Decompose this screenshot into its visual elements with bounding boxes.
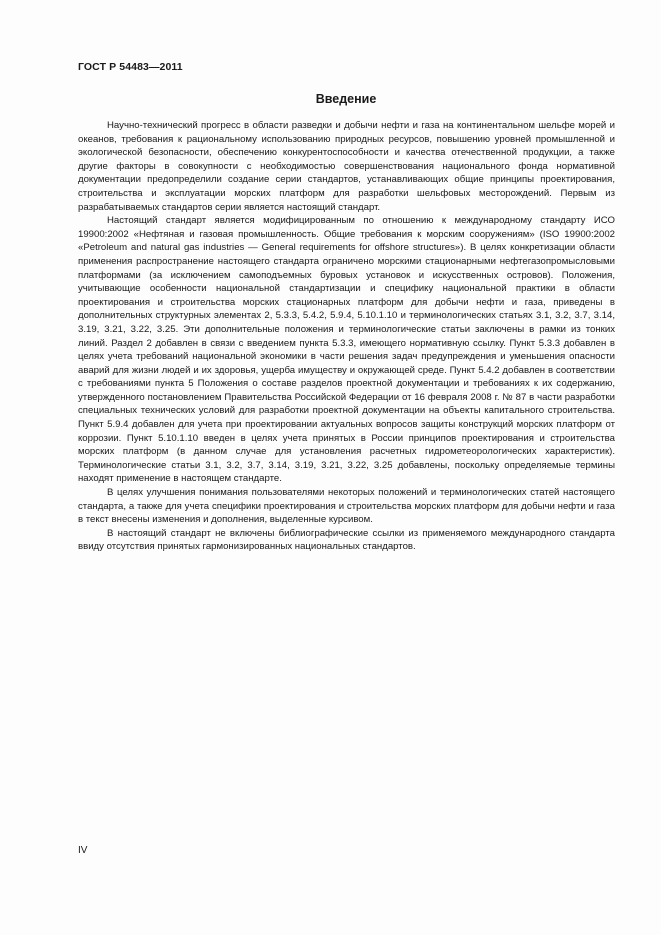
paragraph-bibliography: В настоящий стандарт не включены библиографические ссылки из применяемого международного стандарта ввиду отсутствия принятых гармонизированных национальных стандартов. [78, 527, 615, 553]
paragraph-progress: Научно-технический прогресс в области разведки и добычи нефти и газа на континентальном шельфе морей и океанов, требования к рациональному использованию природных ресурсов, повышению уровней промышленной и экологической безопасности, обеспечению конкурентоспособности и качества отечественной продукции, а также другие факторы в совокупности с необходимостью совершенствования национального фонда нормативной документации предопределили создание серии стандартов, устанавливающих общие принципы проектирования, строительства и эксплуатации морских платформ для разработки шельфовых месторождений. Первым из разрабатываемых стандартов серии является настоящий стандарт. [78, 120, 615, 213]
body-text [78, 119, 615, 554]
paragraph-modification: Настоящий стандарт является модифицированным по отношению к международному стандарту ИСО 19900:2002 «Нефтяная и газовая промышленность. Общие требования к морским сооружениям» (ISO 19900:2002 «Petroleum and natural gas industries — General requirements for offshore structures»). В целях конкретизации области применения распространение настоящего стандарта ограничено морскими стационарными нефтегазопромысловыми платформами (за исключением самоподъемных буровых установок и искусственных островов). Положения, учитывающие особенности национальной стандартизации и специфику национальной практики в области проектирования и строительства морских стационарных платформ для добычи нефти и газа, приведены в дополнительных структурных элементах 2, 5.3.3, 5.4.2, 5.9.4, 5.10.1.10 и терминологических статьях 3.1, 3.2, 3.7, 3.14, 3.19, 3.21, 3.22, 3.25. Эти дополнительные положения и терминологические статьи заключены в рамки из тонких линий. Раздел 2 добавлен в связи с введением пункта 5.3.3, имеющего нормативную ссылку. Пункт 5.3.3 добавлен в целях учета требований национальной экономики в части решения задач предупреждения и уменьшения опасности аварий для жизни людей и их здоровья, ущерба имуществу и окружающей среде. Пункт 5.4.2 добавлен в соответствии с требованиями пункта 5 Положения о составе разделов проектной документации и требованиях к их содержанию, утвержденного постановлением Правительства Российской Федерации от 16 февраля 2008 г. № 87 в части разработки специальных технических условий для разработки проектной документации на объекты капитального строительства. Пункт 5.9.4 добавлен для учета при проектировании актуальных вопросов защиты конструкций морских платформ от коррозии. Пункт 5.10.1.10 введен в целях учета принятых в России принципов проектирования и строительства морских платформ (в данном случае для установления расчетных гидрометеорологических характеристик). Терминологические статьи 3.1, 3.2, 3.7, 3.14, 3.19, 3.21, 3.22, 3.25 добавлены, поскольку определяемые термины находят применение в настоящем стандарте. [78, 215, 615, 485]
paragraph-italic-changes: В целях улучшения понимания пользователями некоторых положений и терминологических статей настоящего стандарта, а также для учета специфики проектирования и строительства морских платформ для добычи нефти и газа в текст внесены изменения и дополнения, выделенные курсивом. [78, 487, 615, 526]
page-number: IV [78, 845, 88, 856]
standard-code-header: ГОСТ Р 54483—2011 [78, 61, 183, 73]
section-title: Введение [315, 92, 377, 106]
